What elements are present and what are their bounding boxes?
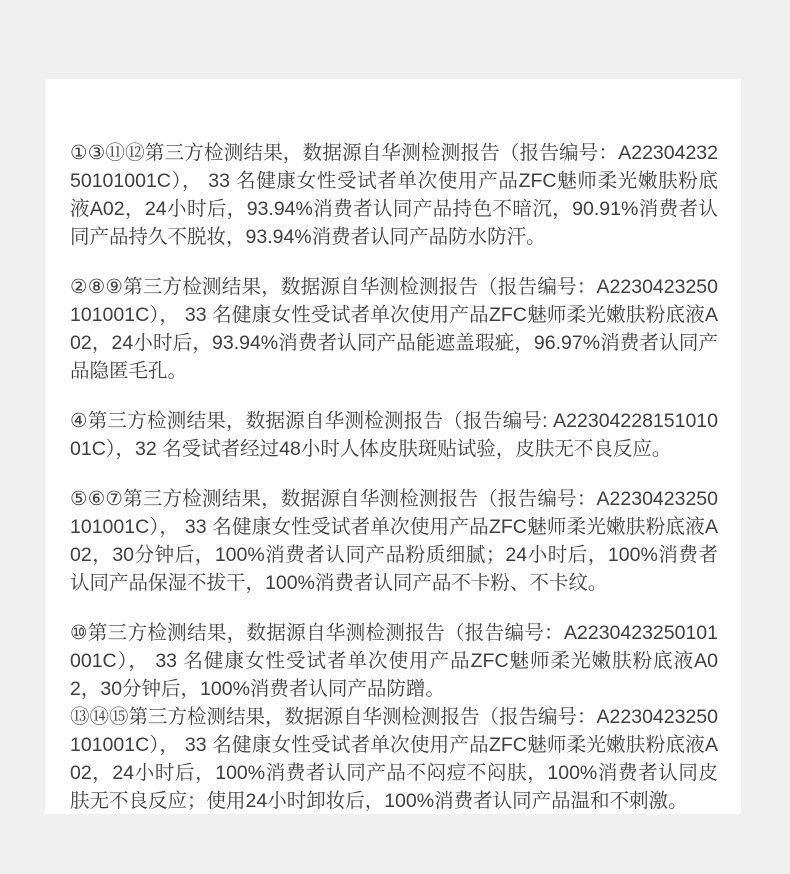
disclaimer-paragraph-3: ④第三方检测结果，数据源自华测检测报告（报告编号: A2230422815101001C），32 名受试者经过48小时人体皮肤斑贴试验，皮肤无不良反应。	[70, 410, 718, 460]
disclaimer-text-block	[45, 79, 741, 815]
disclaimer-paragraph-6: ⑬⑭⑮第三方检测结果，数据源自华测检测报告（报告编号：A2230423250101001C）， 33 名健康女性受试者单次使用产品ZFC魅师柔光嫩肤粉底液A02，24小时后，100%消费者认同产品不闷痘不闷肤，100%消费者认同皮肤无不良反应；使用24小时卸妆后，100%消费者认同产品温和不刺激。	[70, 706, 718, 812]
disclaimer-paragraph-1: ①③⑪⑫第三方检测结果，数据源自华测检测报告（报告编号：A2230423250101001C）， 33 名健康女性受试者单次使用产品ZFC魅师柔光嫩肤粉底液A02，24小时后，93.94%消费者认同产品持色不暗沉，90.91%消费者认同产品持久不脱妆，93.94%消费者认同产品防水防汗。	[70, 142, 718, 248]
disclaimer-paragraph-4: ⑤⑥⑦第三方检测结果，数据源自华测检测报告（报告编号：A2230423250101001C）， 33 名健康女性受试者单次使用产品ZFC魅师柔光嫩肤粉底液A02，30分钟后，100%消费者认同产品粉质细腻；24小时后，100%消费者认同产品保湿不拔干，100%消费者认同产品不卡粉、不卡纹。	[70, 488, 718, 594]
content-card	[45, 79, 741, 814]
disclaimer-paragraph-2: ②⑧⑨第三方检测结果，数据源自华测检测报告（报告编号：A2230423250101001C）， 33 名健康女性受试者单次使用产品ZFC魅师柔光嫩肤粉底液A02，24小时后，93.94%消费者认同产品能遮盖瑕疵，96.97%消费者认同产品隐匿毛孔。	[70, 276, 718, 382]
disclaimer-paragraph-5: ⑩第三方检测结果，数据源自华测检测报告（报告编号：A2230423250101001C）， 33 名健康女性受试者单次使用产品ZFC魅师柔光嫩肤粉底液A02，30分钟后，100%消费者认同产品防蹭。	[70, 622, 718, 700]
